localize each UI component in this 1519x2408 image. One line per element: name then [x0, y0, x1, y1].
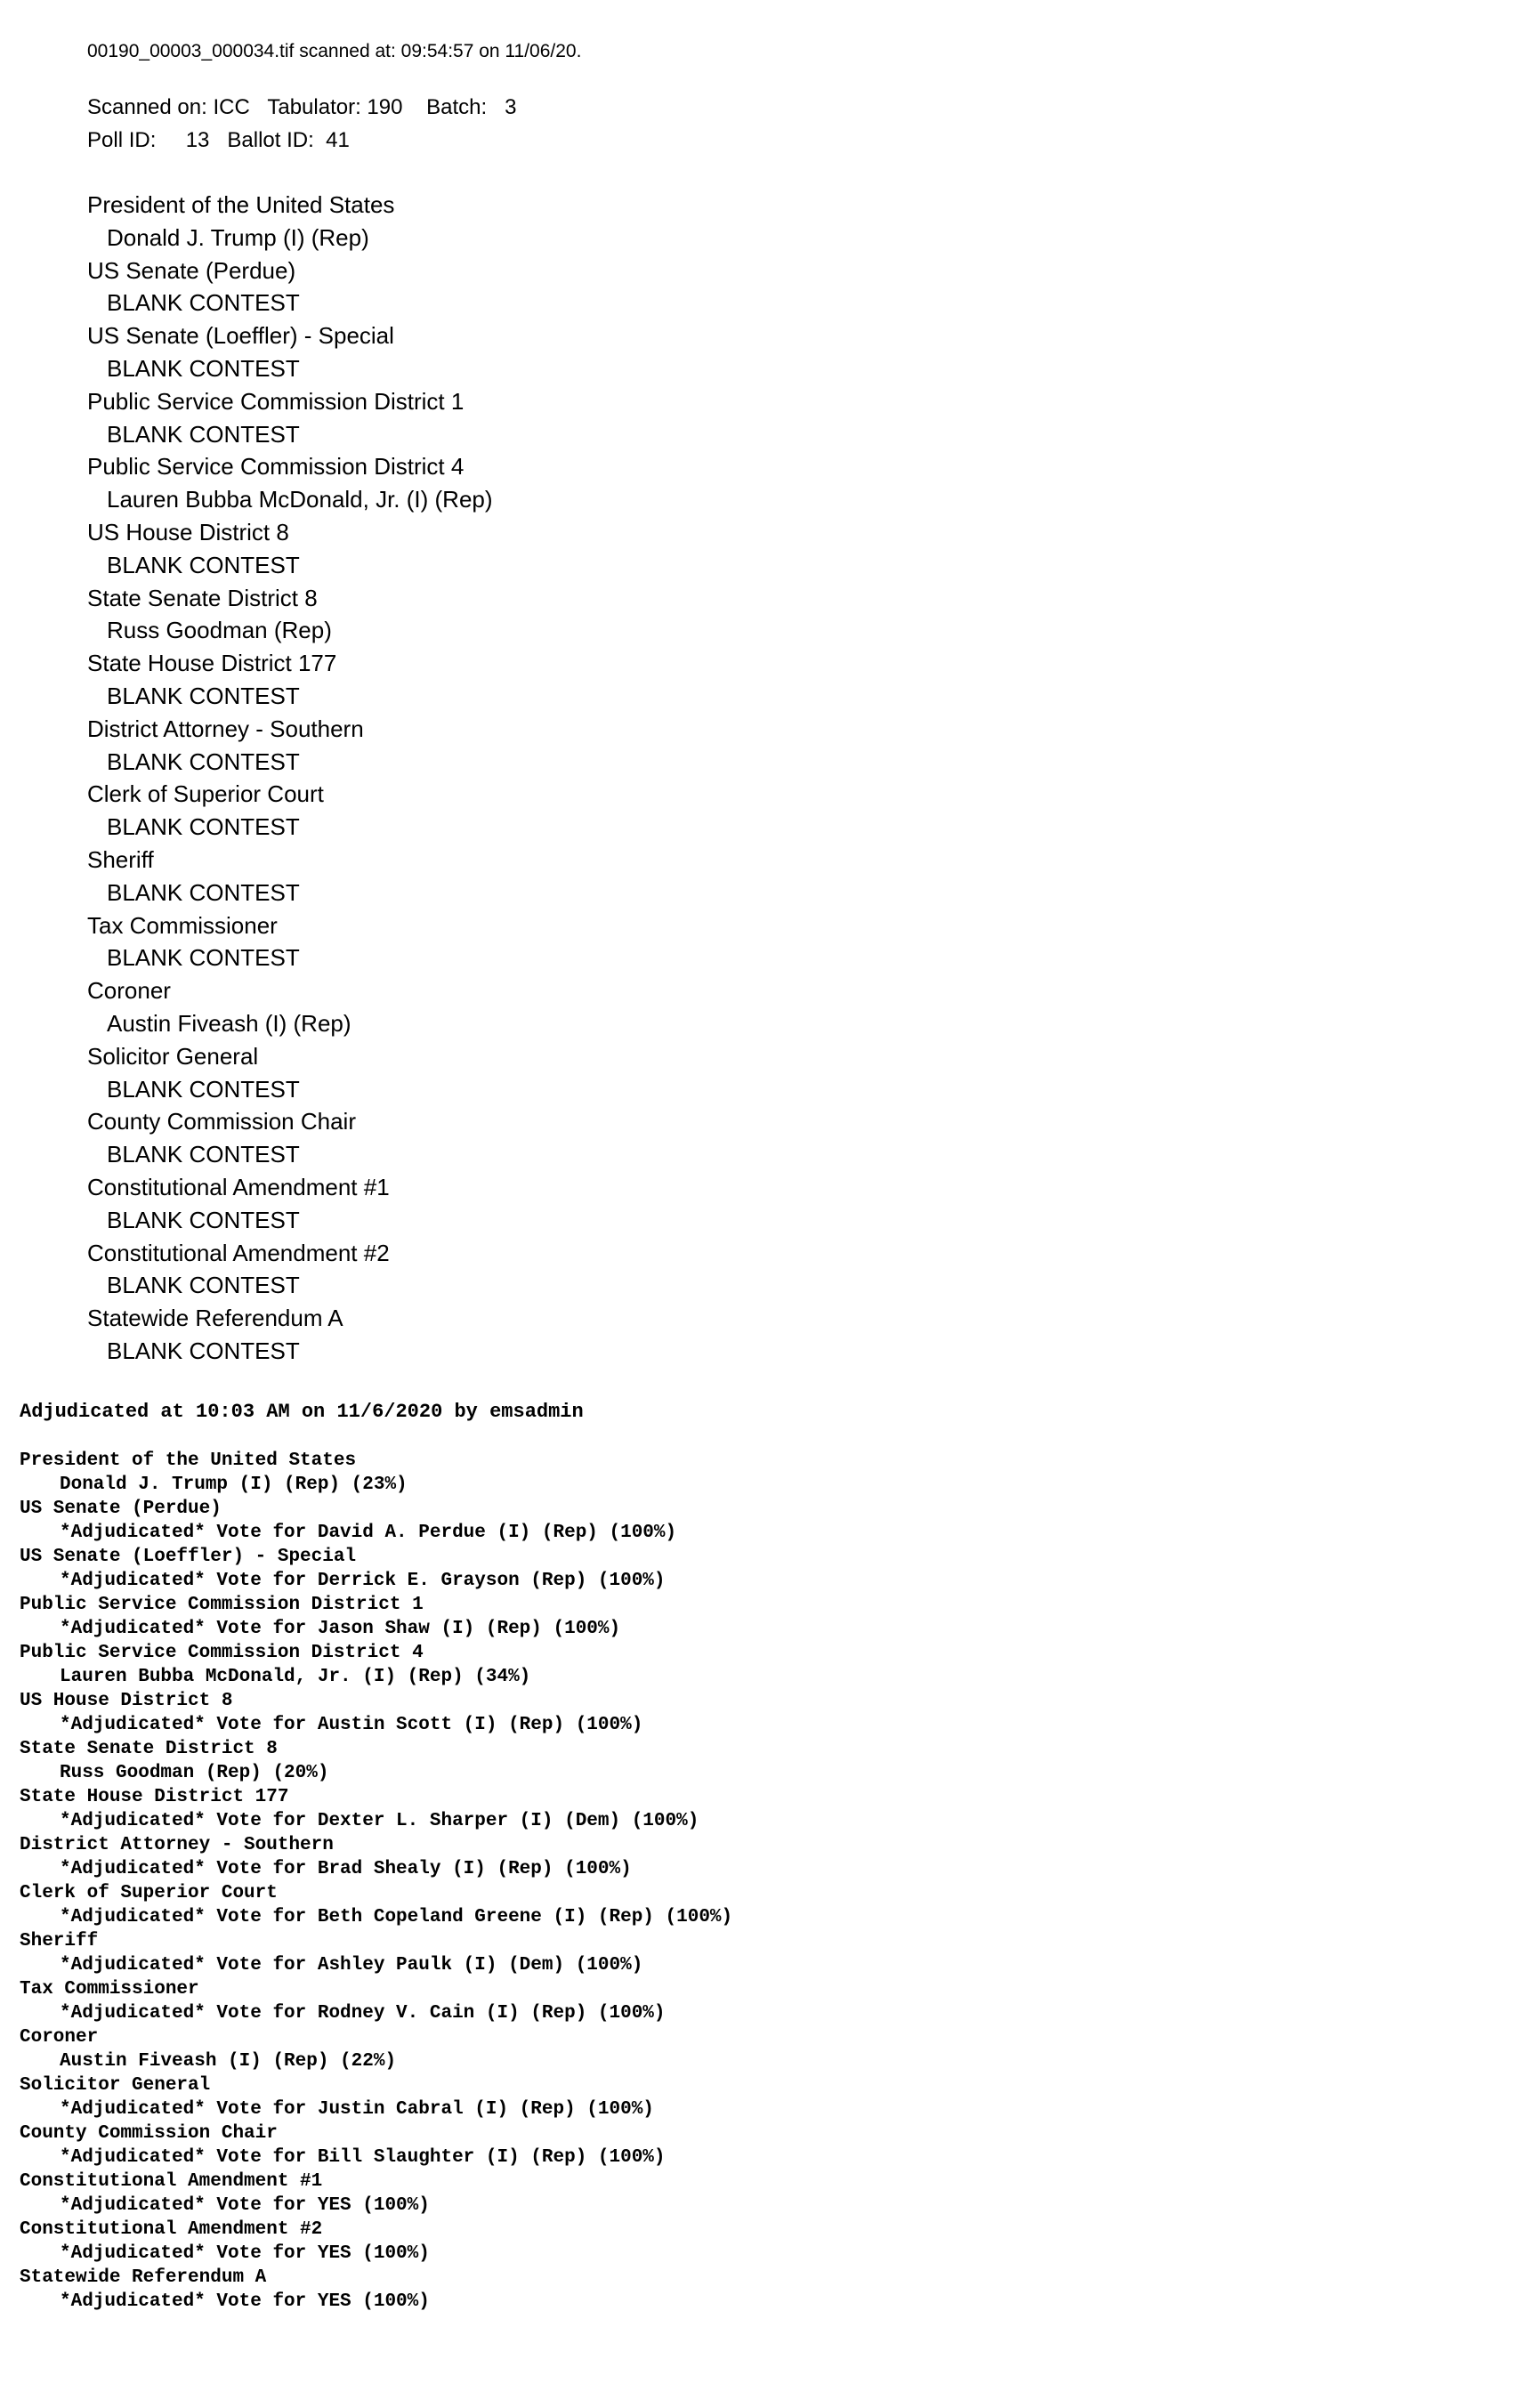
- contest-name: US Senate (Perdue): [20, 1499, 222, 1519]
- contest-choice: Austin Fiveash (I) (Rep) (22%): [60, 2051, 397, 2072]
- contest-choice: BLANK CONTEST: [107, 1272, 300, 1299]
- contest-name: US Senate (Loeffler) - Special: [20, 1547, 357, 1567]
- contest-name: County Commission Chair: [20, 2123, 278, 2144]
- contest-name: State House District 177: [87, 650, 337, 677]
- contest-name: District Attorney - Southern: [20, 1835, 334, 1855]
- contest-name: President of the United States: [87, 191, 395, 218]
- contest-name: Solicitor General: [87, 1042, 259, 1070]
- contest-name: Constitutional Amendment #1: [20, 2171, 323, 2192]
- contest-entry: [87, 255, 581, 320]
- scanned-on-line: Scanned on: ICC Tabulator: 190 Batch: 3: [87, 95, 517, 119]
- contest-choice: *Adjudicated* Vote for YES (100%): [60, 2243, 430, 2264]
- adjudication-record: [20, 1401, 732, 2314]
- contest-choice: BLANK CONTEST: [107, 944, 300, 972]
- contest-entry: [20, 1545, 732, 1593]
- contest-choice: *Adjudicated* Vote for Austin Scott (I) (Rep) (100%): [60, 1715, 643, 1735]
- contest-choice: Donald J. Trump (I) (Rep) (23%): [60, 1475, 408, 1495]
- contest-entry: [87, 582, 581, 648]
- contest-choice: *Adjudicated* Vote for David A. Perdue (I) (Rep) (100%): [60, 1523, 677, 1543]
- contest-name: Sheriff: [87, 845, 154, 873]
- contest-name: Public Service Commission District 4: [20, 1643, 424, 1663]
- contest-name: Clerk of Superior Court: [87, 780, 324, 808]
- contest-name: Coroner: [20, 2027, 99, 2048]
- contest-name: Public Service Commission District 4: [87, 453, 465, 481]
- contest-name: Public Service Commission District 1: [20, 1595, 424, 1615]
- contest-choice: Donald J. Trump (I) (Rep): [107, 223, 369, 251]
- contest-name: Tax Commissioner: [87, 911, 278, 939]
- contest-entry: [87, 1237, 581, 1303]
- contest-choice: BLANK CONTEST: [107, 1337, 300, 1364]
- poll-ballot-line: Poll ID: 13 Ballot ID: 41: [87, 128, 350, 152]
- contest-entry: [87, 974, 581, 1040]
- contest-choice: *Adjudicated* Vote for Dexter L. Sharper (I) (Dem) (100%): [60, 1811, 699, 1831]
- contest-name: US Senate (Perdue): [87, 256, 296, 284]
- contest-choice: *Adjudicated* Vote for Beth Copeland Greene (I) (Rep) (100%): [60, 1907, 733, 1927]
- contest-name: US House District 8: [87, 518, 289, 545]
- contest-entry: [20, 2266, 732, 2314]
- contest-entry: [87, 778, 581, 844]
- contest-name: District Attorney - Southern: [87, 715, 364, 742]
- scan-contest-list: [87, 189, 581, 1368]
- contest-entry: [87, 385, 581, 451]
- contest-entry: [20, 2121, 732, 2170]
- contest-entry: [87, 450, 581, 516]
- contest-choice: BLANK CONTEST: [107, 420, 300, 448]
- contest-choice: BLANK CONTEST: [107, 682, 300, 709]
- contest-choice: BLANK CONTEST: [107, 551, 300, 578]
- contest-entry: [20, 1977, 732, 2025]
- contest-choice: Lauren Bubba McDonald, Jr. (I) (Rep) (34%): [60, 1667, 531, 1687]
- contest-choice: BLANK CONTEST: [107, 354, 300, 382]
- contest-choice: *Adjudicated* Vote for Jason Shaw (I) (Rep) (100%): [60, 1619, 621, 1639]
- contest-name: Sheriff: [20, 1931, 99, 1951]
- contest-entry: [20, 1593, 732, 1641]
- contest-choice: BLANK CONTEST: [107, 747, 300, 775]
- contest-choice: Russ Goodman (Rep) (20%): [60, 1763, 329, 1783]
- contest-entry: [20, 2218, 732, 2266]
- contest-choice: BLANK CONTEST: [107, 1075, 300, 1103]
- contest-choice: *Adjudicated* Vote for Justin Cabral (I) (Rep) (100%): [60, 2099, 654, 2120]
- contest-choice: *Adjudicated* Vote for Derrick E. Grayson (Rep) (100%): [60, 1571, 666, 1591]
- contest-entry: [87, 1040, 581, 1106]
- contest-choice: BLANK CONTEST: [107, 1206, 300, 1233]
- contest-name: President of the United States: [20, 1450, 357, 1471]
- contest-entry: [87, 189, 581, 255]
- contest-choice: *Adjudicated* Vote for Ashley Paulk (I) (Dem) (100%): [60, 1955, 643, 1976]
- contest-name: US House District 8: [20, 1691, 233, 1711]
- contest-name: State Senate District 8: [87, 584, 318, 611]
- scan-file-line: 00190_00003_000034.tif scanned at: 09:54:57 on 11/06/20.: [87, 41, 582, 61]
- contest-choice: Austin Fiveash (I) (Rep): [107, 1009, 351, 1037]
- contest-entry: [87, 713, 581, 779]
- contest-name: Solicitor General: [20, 2075, 211, 2096]
- contest-entry: [87, 844, 581, 909]
- contest-entry: [20, 1449, 732, 1497]
- contest-entry: [20, 2025, 732, 2073]
- contest-name: Statewide Referendum A: [87, 1305, 343, 1332]
- contest-name: Constitutional Amendment #2: [87, 1239, 390, 1266]
- contest-entry: [20, 1641, 732, 1689]
- contest-entry: [20, 1785, 732, 1833]
- contest-choice: *Adjudicated* Vote for Rodney V. Cain (I) (Rep) (100%): [60, 2003, 666, 2024]
- contest-choice: Lauren Bubba McDonald, Jr. (I) (Rep): [107, 486, 493, 513]
- contest-entry: [87, 1171, 581, 1237]
- contest-choice: *Adjudicated* Vote for YES (100%): [60, 2195, 430, 2216]
- contest-choice: *Adjudicated* Vote for YES (100%): [60, 2291, 430, 2312]
- adjudication-header: Adjudicated at 10:03 AM on 11/6/2020 by emsadmin: [20, 1401, 584, 1423]
- scan-meta: [87, 91, 581, 157]
- adjudication-contest-list: [20, 1449, 732, 2314]
- contest-entry: [20, 1833, 732, 1881]
- contest-name: US Senate (Loeffler) - Special: [87, 322, 394, 350]
- contest-name: Statewide Referendum A: [20, 2267, 267, 2288]
- contest-name: Clerk of Superior Court: [20, 1883, 278, 1903]
- contest-name: State Senate District 8: [20, 1739, 278, 1759]
- contest-entry: [87, 647, 581, 713]
- scan-record: [87, 41, 581, 1368]
- contest-choice: BLANK CONTEST: [107, 289, 300, 317]
- contest-name: Coroner: [87, 977, 171, 1005]
- contest-entry: [87, 516, 581, 582]
- contest-entry: [20, 2073, 732, 2121]
- contest-name: Tax Commissioner: [20, 1979, 199, 2000]
- contest-entry: [87, 909, 581, 975]
- contest-entry: [20, 2170, 732, 2218]
- contest-name: State House District 177: [20, 1787, 289, 1807]
- contest-entry: [20, 1689, 732, 1737]
- contest-choice: BLANK CONTEST: [107, 878, 300, 906]
- contest-name: Constitutional Amendment #2: [20, 2219, 323, 2240]
- contest-entry: [20, 1929, 732, 1977]
- contest-choice: BLANK CONTEST: [107, 1141, 300, 1168]
- contest-entry: [20, 1497, 732, 1545]
- contest-entry: [87, 319, 581, 385]
- contest-entry: [20, 1881, 732, 1929]
- contest-choice: Russ Goodman (Rep): [107, 617, 332, 644]
- contest-choice: *Adjudicated* Vote for Bill Slaughter (I) (Rep) (100%): [60, 2147, 666, 2168]
- contest-name: Public Service Commission District 1: [87, 387, 465, 415]
- contest-entry: [87, 1302, 581, 1368]
- contest-choice: BLANK CONTEST: [107, 813, 300, 841]
- contest-entry: [20, 1737, 732, 1785]
- contest-name: Constitutional Amendment #1: [87, 1173, 390, 1200]
- contest-entry: [87, 1105, 581, 1171]
- contest-choice: *Adjudicated* Vote for Brad Shealy (I) (Rep) (100%): [60, 1859, 632, 1879]
- contest-name: County Commission Chair: [87, 1108, 356, 1135]
